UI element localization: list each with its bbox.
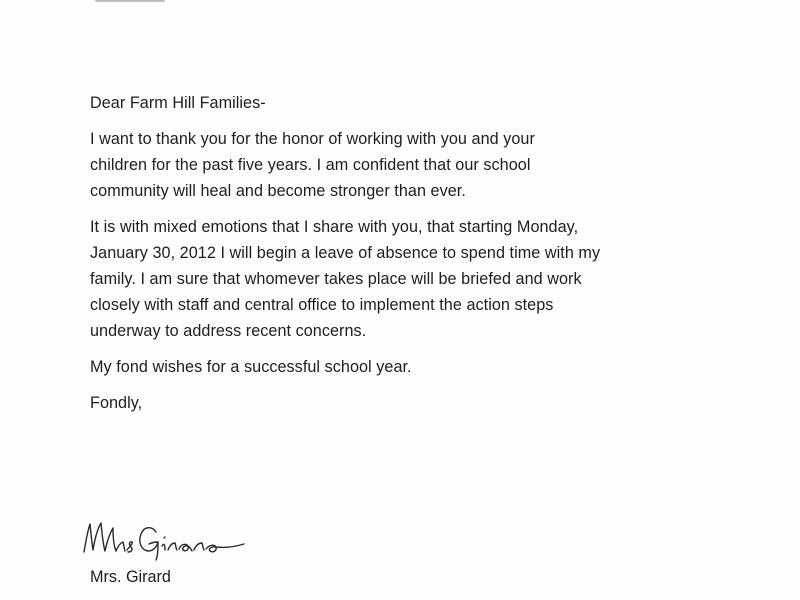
paragraph-line: underway to address recent concerns.	[90, 322, 367, 340]
paragraph-line: family. I am sure that whomever takes place will be briefed and work	[90, 270, 582, 288]
cropped-header-fragment	[95, 0, 165, 2]
salutation: Dear Farm Hill Families-	[90, 94, 266, 112]
letter-body	[90, 90, 730, 416]
printed-name: Mrs. Girard	[90, 568, 171, 586]
paragraph-thanks	[90, 126, 730, 204]
handwritten-signature	[78, 516, 258, 562]
paragraph-line: It is with mixed emotions that I share with you, that starting Monday,	[90, 218, 579, 236]
closing: Fondly,	[90, 394, 143, 412]
paragraph-wishes	[90, 354, 730, 380]
paragraph-line: I want to thank you for the honor of working with you and your	[90, 130, 535, 148]
paragraph-line: closely with staff and central office to implement the action steps	[90, 296, 554, 314]
paragraph-leave-announcement	[90, 214, 730, 344]
paragraph-line: My fond wishes for a successful school year.	[90, 358, 412, 376]
paragraph-line: January 30, 2012 I will begin a leave of absence to spend time with my	[90, 244, 601, 262]
paragraph-line: children for the past five years. I am confident that our school	[90, 156, 531, 174]
paragraph-line: community will heal and become stronger than ever.	[90, 182, 466, 200]
signature-text: Mrs Girard	[78, 561, 84, 562]
